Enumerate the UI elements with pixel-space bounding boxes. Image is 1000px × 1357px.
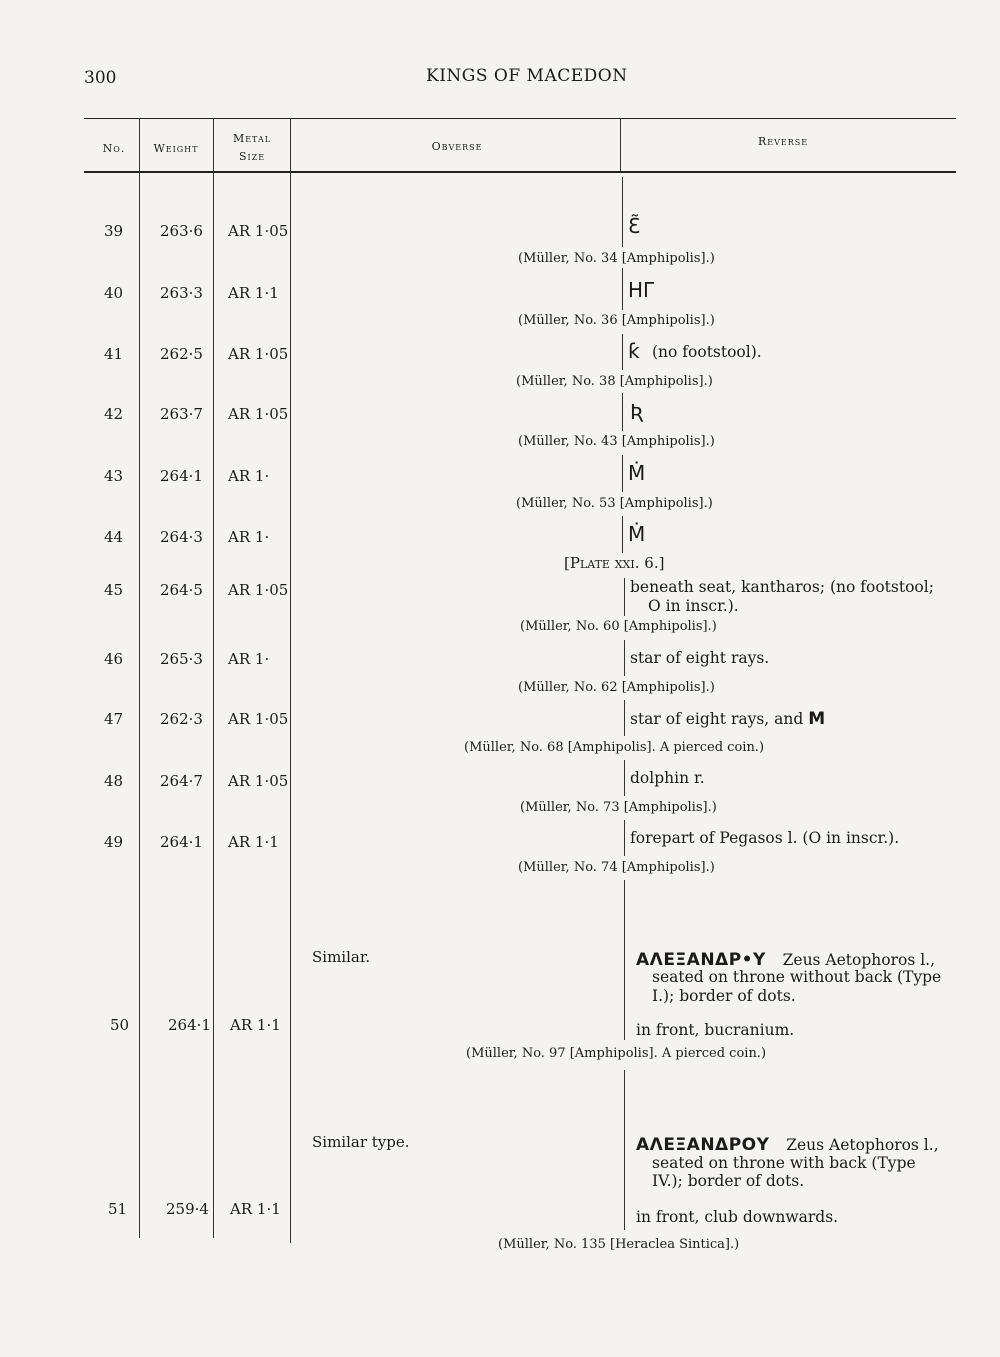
row-45-metal: AR 1·05	[228, 581, 289, 599]
rev-divider-45	[624, 578, 625, 616]
row-46-no: 46	[104, 650, 124, 668]
row-48-weight: 264·7	[160, 772, 203, 790]
row-43-no: 43	[104, 467, 124, 485]
rev-divider-48	[624, 760, 625, 796]
group-51-desc3: IV.); border of dots.	[652, 1172, 805, 1190]
row-41-weight: 262·5	[160, 345, 203, 363]
group-50-desc3: I.); border of dots.	[652, 987, 796, 1005]
row-49-weight: 264·1	[160, 833, 203, 851]
header-size: Size	[238, 150, 266, 163]
row-40-ref: (Müller, No. 36 [Amphipolis].)	[518, 313, 715, 328]
rev-divider-46	[624, 640, 625, 676]
col-divider-metal	[290, 118, 291, 1243]
row-51-metal: AR 1·1	[230, 1200, 281, 1218]
page-number: 300	[84, 68, 117, 88]
row-40-metal: AR 1·1	[228, 284, 279, 302]
running-head: KINGS OF MACEDON	[426, 66, 628, 86]
row-43-metal: AR 1·	[228, 467, 270, 485]
row-41-no: 41	[104, 345, 124, 363]
row-42-ref: (Müller, No. 43 [Amphipolis].)	[518, 434, 715, 449]
row-39-symbol: Ɛ̃	[628, 214, 641, 238]
row-39-ref: (Müller, No. 34 [Amphipolis].)	[518, 251, 715, 266]
row-43-weight: 264·1	[160, 467, 203, 485]
group-51-desc1: Zeus Aetophoros l.,	[786, 1136, 939, 1154]
header-no: No.	[102, 142, 126, 155]
row-44-ref: [Plate xxi. 6.]	[564, 554, 665, 572]
row-47-ref: (Müller, No. 68 [Amphipolis]. A pierced coin.)	[464, 740, 765, 755]
row-43-symbol: Ṁ	[628, 461, 646, 485]
header-obverse: Obverse	[431, 140, 483, 153]
group-50-legend: ΑΛΕΞΑΝΔΡ•Υ	[636, 950, 766, 970]
group-51-reverse-head	[636, 1135, 939, 1155]
row-51-ref: (Müller, No. 135 [Heraclea Sintica].)	[498, 1237, 740, 1252]
row-47-metal: AR 1·05	[228, 710, 289, 728]
group-51-obverse: Similar type.	[312, 1133, 410, 1151]
row-39-metal: AR 1·05	[228, 222, 289, 240]
row-45-ref: (Müller, No. 60 [Amphipolis].)	[520, 619, 717, 634]
row-49-ref: (Müller, No. 74 [Amphipolis].)	[518, 860, 715, 875]
row-50-ref: (Müller, No. 97 [Amphipolis]. A pierced coin.)	[466, 1046, 767, 1061]
row-50-reverse: in front, bucranium.	[636, 1021, 795, 1039]
row-41-reverse: (no footstool).	[652, 343, 762, 361]
row-42-metal: AR 1·05	[228, 405, 289, 423]
row-40-no: 40	[104, 284, 124, 302]
row-44-no: 44	[104, 528, 124, 546]
row-44-symbol: Ṁ	[628, 522, 646, 546]
row-41-metal: AR 1·05	[228, 345, 289, 363]
row-49-metal: AR 1·1	[228, 833, 279, 851]
row-51-no: 51	[108, 1200, 128, 1218]
row-45-no: 45	[104, 581, 124, 599]
row-48-no: 48	[104, 772, 124, 790]
rev-divider-39	[622, 177, 623, 247]
row-50-no: 50	[110, 1016, 130, 1034]
row-50-weight: 264·1	[168, 1016, 211, 1034]
header-metal: Metal	[232, 132, 272, 145]
row-42-no: 42	[104, 405, 124, 423]
rev-divider-50	[624, 880, 625, 1040]
row-42-symbol: Ʀ	[630, 400, 644, 424]
row-47-no: 47	[104, 710, 124, 728]
row-50-metal: AR 1·1	[230, 1016, 281, 1034]
rev-divider-44	[622, 516, 623, 553]
row-47-monogram: M	[808, 709, 826, 729]
row-45-weight: 264·5	[160, 581, 203, 599]
rev-divider-43	[622, 455, 623, 492]
col-divider-weight	[213, 118, 214, 1238]
row-46-ref: (Müller, No. 62 [Amphipolis].)	[518, 680, 715, 695]
group-51-legend: ΑΛΕΞΑΝΔΡΟΥ	[636, 1135, 770, 1155]
row-49-no: 49	[104, 833, 124, 851]
row-51-weight: 259·4	[166, 1200, 209, 1218]
group-51-desc2: seated on throne with back (Type	[652, 1154, 916, 1172]
group-50-reverse-head	[636, 950, 935, 970]
rev-divider-51	[624, 1070, 625, 1230]
header-weight: Weight	[153, 142, 199, 155]
row-47-reverse-text: star of eight rays, and	[630, 710, 804, 728]
row-46-reverse: star of eight rays.	[630, 649, 770, 667]
row-47-weight: 262·3	[160, 710, 203, 728]
group-50-desc1: Zeus Aetophoros l.,	[782, 951, 936, 969]
row-51-reverse: in front, club downwards.	[636, 1208, 839, 1226]
row-40-weight: 263·3	[160, 284, 203, 302]
row-46-weight: 265·3	[160, 650, 203, 668]
row-46-metal: AR 1·	[228, 650, 270, 668]
rev-divider-49	[624, 820, 625, 856]
col-divider-obverse-head	[620, 118, 621, 171]
row-39-no: 39	[104, 222, 124, 240]
row-44-weight: 264·3	[160, 528, 203, 546]
row-45-reverse-line2: O in inscr.).	[648, 597, 739, 615]
header-reverse: Reverse	[757, 135, 809, 148]
row-49-reverse: forepart of Pegasos l. (O in inscr.).	[630, 829, 900, 847]
group-50-desc2: seated on throne without back (Type	[652, 968, 942, 986]
row-48-reverse: dolphin r.	[630, 769, 705, 787]
row-43-ref: (Müller, No. 53 [Amphipolis].)	[516, 496, 713, 511]
col-divider-no	[139, 118, 140, 1238]
row-42-weight: 263·7	[160, 405, 203, 423]
row-48-ref: (Müller, No. 73 [Amphipolis].)	[520, 800, 717, 815]
row-39-weight: 263·6	[160, 222, 203, 240]
rev-divider-47	[624, 700, 625, 736]
row-48-metal: AR 1·05	[228, 772, 289, 790]
table-top-rule	[84, 118, 956, 119]
header-bottom-rule	[84, 171, 956, 173]
row-41-ref: (Müller, No. 38 [Amphipolis].)	[516, 374, 713, 389]
row-47-reverse	[630, 709, 826, 729]
row-44-metal: AR 1·	[228, 528, 270, 546]
rev-divider-40	[622, 268, 623, 310]
row-40-symbol: HΓ	[628, 278, 655, 302]
row-45-reverse-line1: beneath seat, kantharos; (no footstool;	[630, 578, 934, 596]
group-50-obverse: Similar.	[312, 948, 371, 966]
row-41-symbol: ƙ	[628, 339, 640, 363]
rev-divider-41	[622, 334, 623, 370]
rev-divider-42	[622, 393, 623, 431]
